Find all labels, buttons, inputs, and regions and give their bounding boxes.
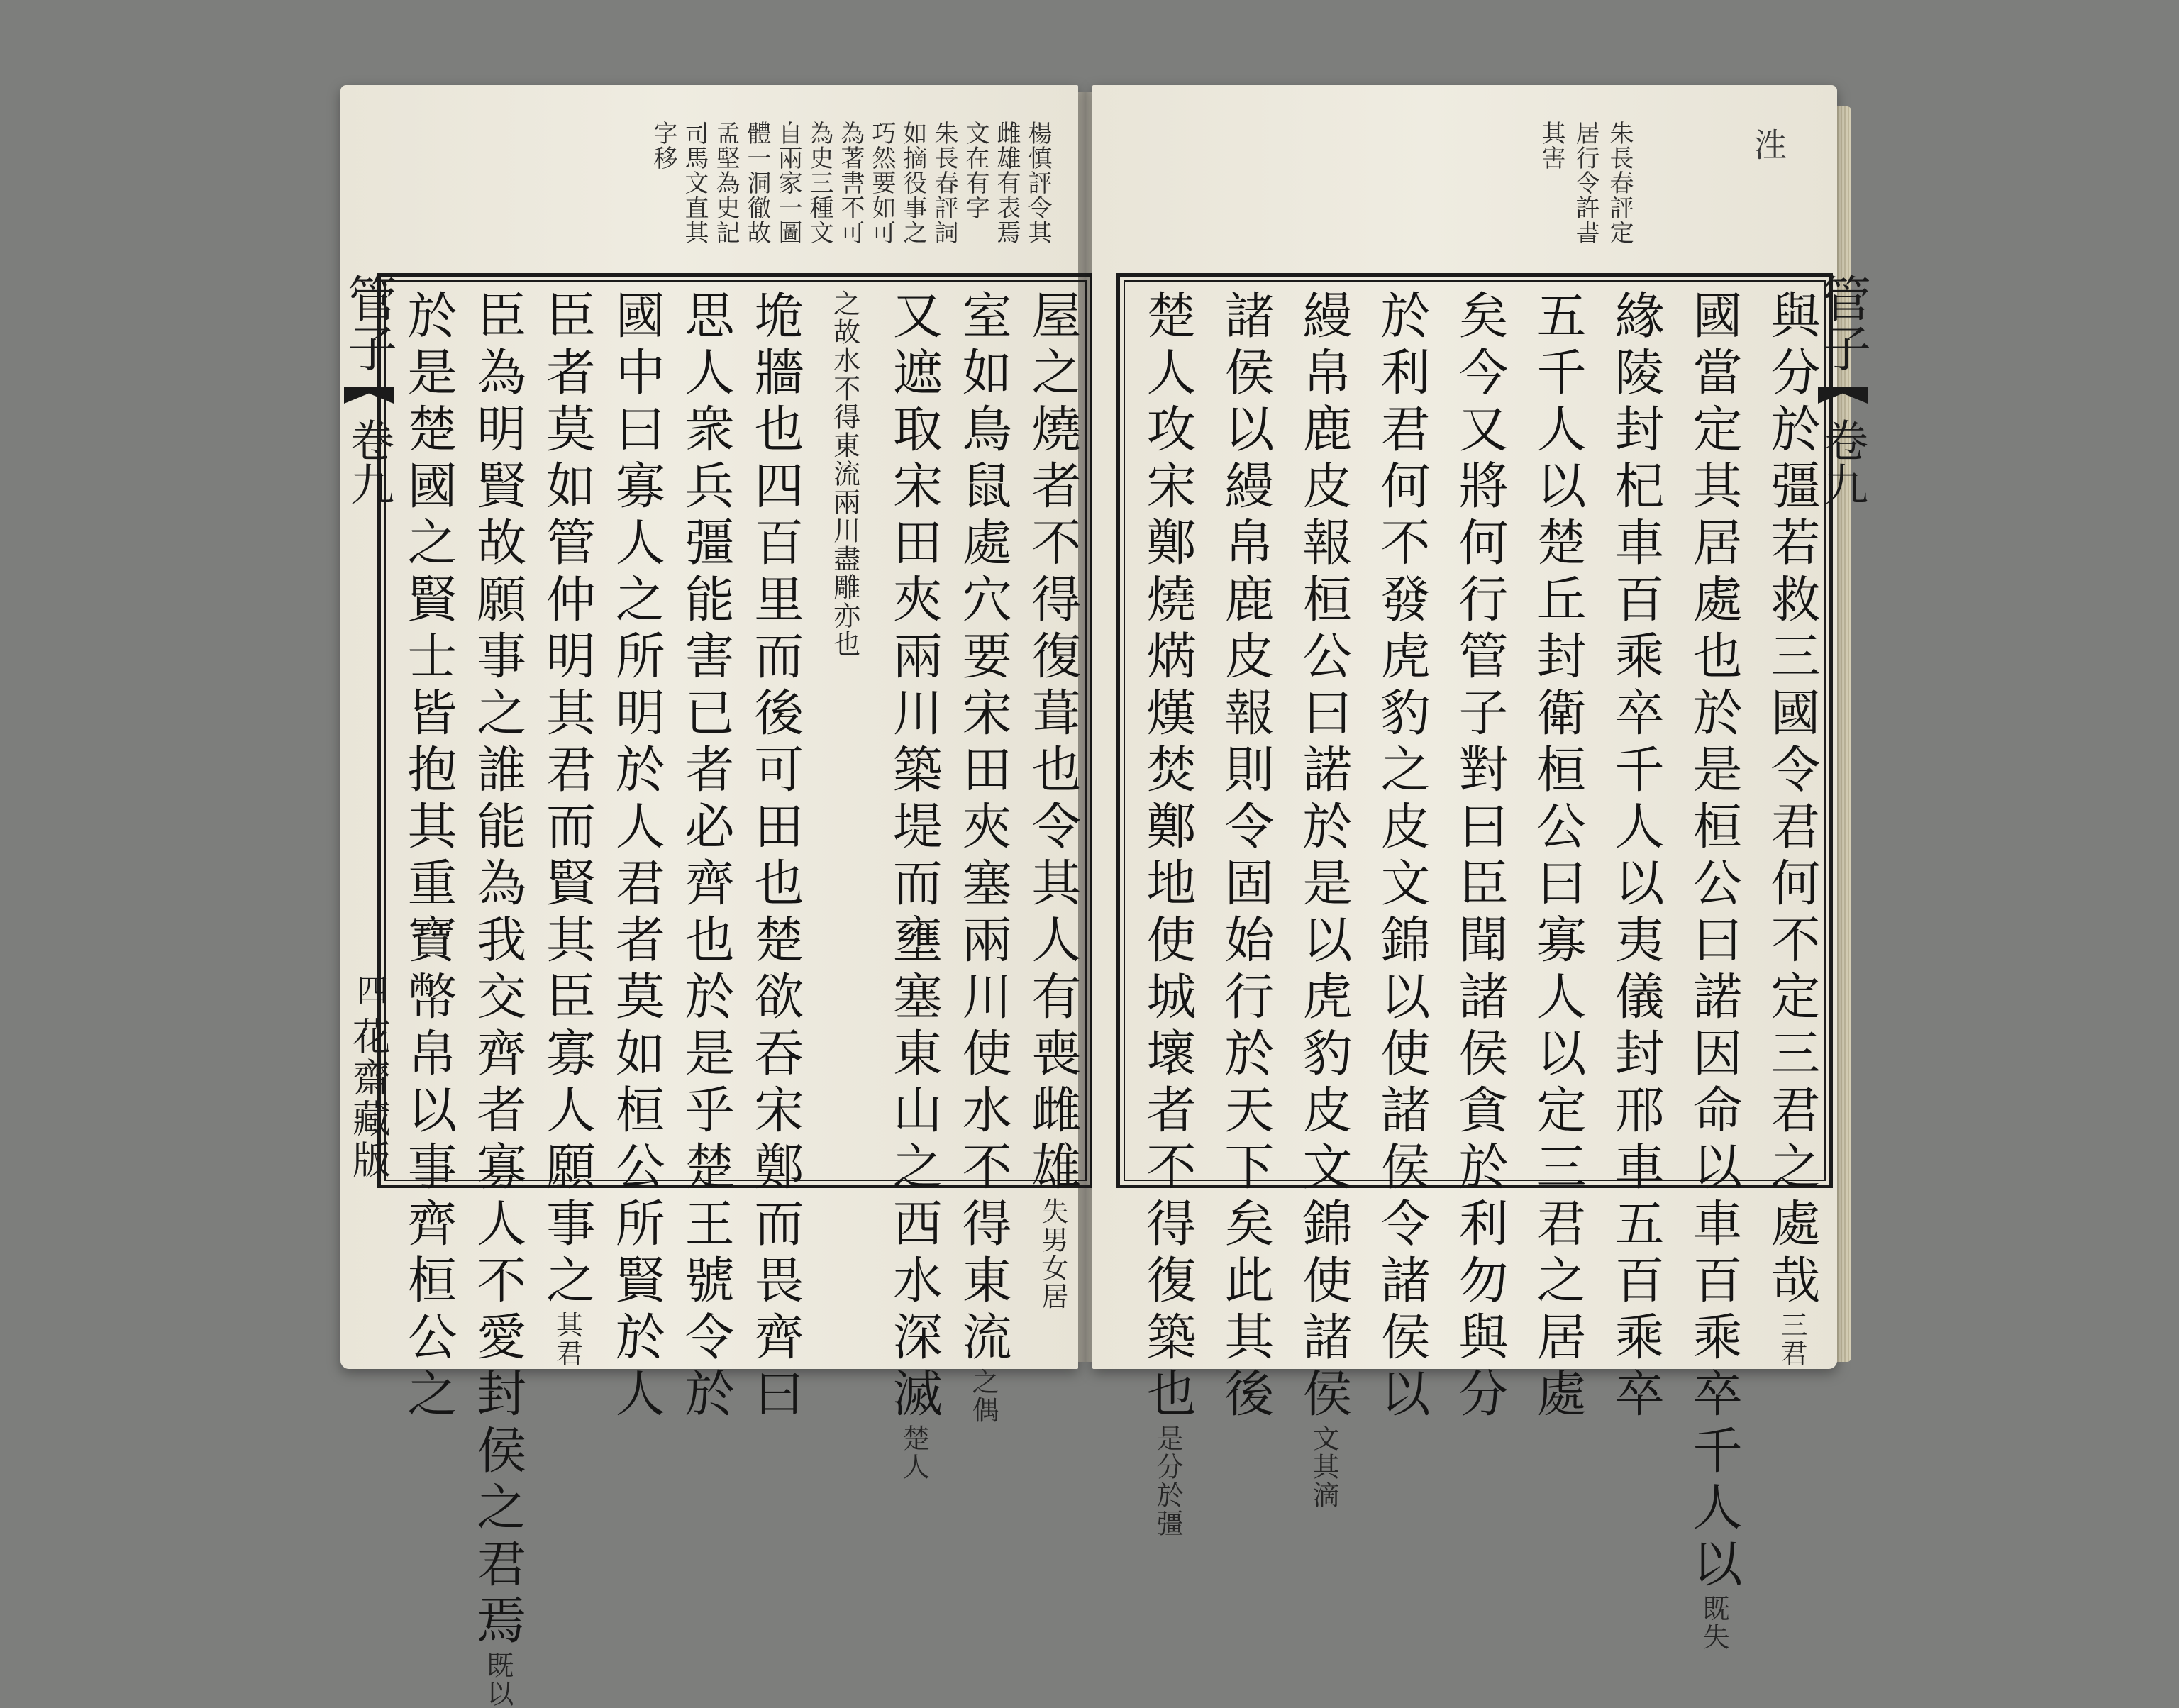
- column-text: 緣陵封杞車百乘卒千人以夷儀封邢車五百乘卒: [1607, 289, 1665, 1424]
- inline-note: 其君: [551, 1311, 583, 1368]
- head-note: 朱長春評詞: [930, 121, 958, 245]
- head-note: 自兩家一圖: [774, 121, 802, 245]
- head-note: 體一洞徹故: [743, 121, 771, 245]
- head-note: 孟堅為史記: [711, 121, 740, 245]
- column-text: 五千人以楚丘封衛桓公曰寡人以定三君之居處: [1529, 289, 1587, 1424]
- text-column: [1445, 289, 1509, 1424]
- text-column: [1018, 289, 1082, 1311]
- right-columns: [1133, 289, 1821, 1651]
- juan-number: 卷九: [343, 418, 395, 506]
- text-column: [601, 289, 666, 1424]
- text-column: [1757, 289, 1821, 1368]
- text-column: [1289, 289, 1353, 1509]
- inline-note: 之偶: [967, 1368, 999, 1424]
- head-note: 字移: [649, 121, 677, 170]
- head-note: 如摘役事之: [899, 121, 927, 245]
- column-text: 與分於彊若救三國令君何不定三君之處哉: [1763, 289, 1821, 1311]
- right-head-notes: [1475, 121, 1634, 270]
- column-text: 臣者莫如管仲明其君而賢其臣寡人願事之: [538, 289, 597, 1311]
- folio-title: 管子: [339, 273, 398, 372]
- text-column: [1367, 289, 1431, 1424]
- open-book: [333, 85, 1872, 1708]
- column-text: 室如鳥鼠處穴要宋田夾塞兩川使水不得東流: [954, 289, 1013, 1368]
- head-note: 為史三種文: [805, 121, 833, 245]
- left-text-frame: [377, 273, 1094, 1708]
- column-text: 之故水不得東流兩川盡雕亦也: [828, 289, 860, 658]
- text-column: [948, 289, 1013, 1424]
- text-column: [1211, 289, 1275, 1424]
- column-text: 屋之燒者不得復葺也令其人有喪雌雄: [1023, 289, 1082, 1197]
- text-column: [1679, 289, 1743, 1651]
- text-column: [810, 289, 870, 1172]
- inline-note: 是分於彊: [1152, 1424, 1183, 1538]
- inline-note: 失男女居: [1036, 1197, 1068, 1311]
- left-columns: [394, 289, 1082, 1708]
- head-note: 巧然要如可: [867, 121, 896, 245]
- right-page: [1092, 85, 1872, 1651]
- publisher-mark: 花齋藏版: [346, 1016, 392, 1181]
- text-column: [1601, 289, 1665, 1424]
- text-column: [879, 289, 943, 1481]
- column-text: 又遮取宋田夾兩川築堤而壅塞東山之西水深滅: [885, 289, 943, 1424]
- head-note: 居行令許書: [1571, 121, 1599, 245]
- left-head-notes: [649, 121, 1052, 270]
- head-note: 楊慎評令其: [1024, 121, 1052, 245]
- head-note: 文在有字: [961, 121, 989, 220]
- inline-note: 既失: [1698, 1595, 1729, 1651]
- column-text: 垝牆也四百里而後可田也楚欲吞宋鄭而畏齊曰: [745, 289, 804, 1424]
- text-column: [1133, 289, 1197, 1538]
- column-text: 楚人攻宋鄭燒焫熯焚鄭地使城壞者不得復築也: [1138, 289, 1197, 1424]
- inline-note: 文其滴: [1308, 1424, 1339, 1509]
- head-note: 朱長春評定: [1605, 121, 1634, 245]
- column-text: 國中曰寡人之所明於人君者莫如桓公所賢於人: [607, 289, 666, 1424]
- text-column: [741, 289, 804, 1424]
- left-page: [339, 85, 1082, 1708]
- column-text: 矣今又將何行管子對曰臣聞諸侯貪於利勿與分: [1451, 289, 1509, 1424]
- column-text: 思人衆兵彊能害已者必齊也於是乎楚王號令於: [677, 289, 736, 1424]
- column-text: 於利君何不發虎豹之皮文錦以使諸侯令諸侯以: [1373, 289, 1431, 1424]
- column-text: 臣為明賢故願事之誰能為我交齊者寡人不愛封侯之君焉: [468, 289, 527, 1651]
- page-number: 四: [351, 974, 387, 1005]
- right-text-frame: [1116, 273, 1833, 1651]
- text-column: [463, 289, 527, 1708]
- folio-title: 管子: [1813, 273, 1872, 372]
- head-note: 雌雄有表焉: [992, 121, 1021, 245]
- head-note: 司馬文直其: [680, 121, 709, 245]
- juan-number: 卷九: [1817, 418, 1869, 506]
- inline-note: 既以: [482, 1651, 514, 1708]
- head-note: 其害: [1537, 121, 1565, 170]
- text-column: [533, 289, 597, 1368]
- column-text: 縵帛鹿皮報桓公曰諾於是以虎豹皮文錦使諸侯: [1294, 289, 1353, 1424]
- text-column: [394, 289, 458, 1424]
- column-text: 國當定其居處也於是桓公曰諾因命以車百乘卒千人以: [1685, 289, 1743, 1595]
- column-text: 諸侯以縵帛鹿皮報則令固始行於天下矣此其後: [1216, 289, 1275, 1424]
- text-column: [1523, 289, 1587, 1424]
- head-note: 為著書不可: [836, 121, 865, 245]
- inline-note: 三君: [1776, 1311, 1807, 1368]
- text-column: [671, 289, 736, 1424]
- column-text: 於是楚國之賢士皆抱其重寶幣帛以事齊桓公之: [399, 289, 458, 1424]
- marginal-mark: 泩: [1749, 128, 1787, 160]
- inline-note: 楚人: [898, 1424, 930, 1481]
